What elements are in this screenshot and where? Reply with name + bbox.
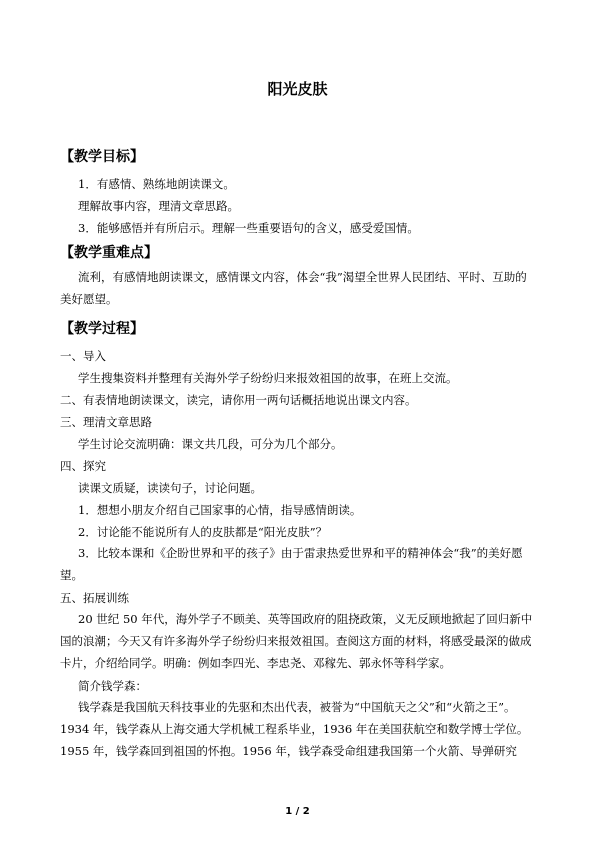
section-heading-process: 【教学过程】 [60,321,144,337]
process-text: 2．讨论能不能说所有人的皮肤都是“阳光皮肤”？ [78,525,328,539]
process-text: 简介钱学森： [78,679,147,693]
goal-item-2: 理解故事内容，理清文章思路。 [78,199,239,213]
process-paragraph: 20 世纪 50 年代，海外学子不顾美、英等国政府的阻挠政策，义无反顾地掀起了回归新中国的浪潮；今天又有许多海外学子纷纷归来报效祖国。查阅这方面的材料，将感受最深的做成卡片，介绍给同学。明确：例如李四光、李忠尧、邓稼先、郭永怀等科学家。 [60,612,533,670]
process-paragraph: 3．比较本课和《企盼世界和平的孩子》由于雷隶热爱世界和平的精神体会“我”的美好愿望。 [60,546,523,582]
process-text: 学生搜集资料并整理有关海外学子纷纷归来报效祖国的故事，在班上交流。 [78,371,458,385]
section-heading-goals: 【教学目标】 [60,149,144,165]
goal-item-3: 3．能够感悟并有所启示。理解一些重要语句的含义，感受爱国情。 [78,221,419,235]
goal-item-1: 1．有感情、熟练地朗读课文。 [78,177,235,191]
process-paragraph: 钱学森是我国航天科技事业的先驱和杰出代表，被誉为“中国航天之父”和“火箭之王”。 1934 年，钱学森从上海交通大学机械工程系毕业，1936 年在美国获航空和数学博士学位。1955 年，钱学森回到祖国的怀抱。1956 年，钱学森受命组建我国第一个火箭、导弹研究 [60,700,529,758]
keypoints-paragraph: 流利，有感情地朗读课文，感情课文内容，体会“我”渴望全世界人民团结、平时、互助的美好愿望。 [60,270,527,306]
process-text: 学生讨论交流明确：课文共几段，可分为几个部分。 [78,437,343,451]
process-step-1: 一、导入 [60,349,106,363]
process-step-5: 五、拓展训练 [60,591,129,605]
process-text: 读课文质疑，读读句子，讨论问题。 [78,481,262,495]
process-text: 1．想想小朋友介绍自己国家事的心情，指导感情朗读。 [78,503,362,517]
page-number: 1 / 2 [285,806,310,817]
process-step-4: 四、探究 [60,459,106,473]
page-title: 阳光皮肤 [267,80,328,98]
section-heading-keypoints: 【教学重难点】 [60,245,158,261]
process-step-2: 二、有表情地朗读课文，读完，请你用一两句话概括地说出课文内容。 [60,393,417,407]
process-step-3: 三、理清文章思路 [60,415,152,429]
